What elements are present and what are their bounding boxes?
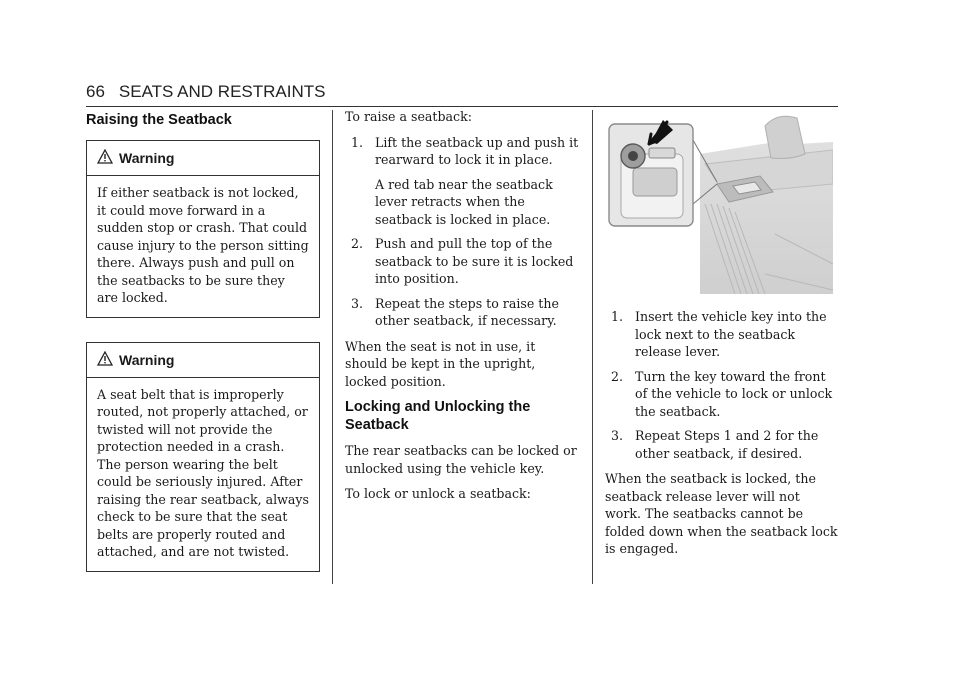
step-subtext: A red tab near the seatback lever retracts when the seatback is locked in place.: [375, 176, 553, 227]
body-text: The rear seatbacks can be locked or unlocked using the vehicle key.: [345, 443, 577, 476]
subsection-heading: Locking and Unlocking the Seatback: [345, 399, 531, 433]
list-item: [345, 235, 579, 288]
warning-box: [86, 140, 320, 318]
section-heading: Raising the Seatback: [86, 112, 232, 128]
raise-steps-list: [345, 134, 579, 330]
step-text: Repeat the steps to raise the other seatback, if necessary.: [375, 295, 559, 328]
list-item: [605, 368, 839, 421]
warning-header: [87, 349, 319, 378]
warning-label: Warning: [119, 351, 175, 368]
column-divider: [592, 110, 593, 584]
page-header: [86, 82, 838, 107]
warning-box: [86, 342, 320, 572]
warning-icon: [97, 351, 113, 369]
step-number: 3.: [351, 295, 364, 311]
step-text: Turn the key toward the front of the vehicle to lock or unlock the seatback.: [635, 368, 833, 419]
warning-icon: [97, 149, 113, 167]
step-number: 2.: [351, 236, 364, 251]
step-text: Insert the vehicle key into the lock next to the seatback release lever.: [635, 309, 827, 359]
seatback-lock-illustration: [605, 114, 833, 294]
step-number: 1.: [611, 309, 624, 324]
warning-text: A seat belt that is improperly routed, not properly attached, or twisted will not provide the protection needed in a crash. The person wearing the belt could be seriously injured. After raising the rear seatback, always check to be sure that the seat belts are properly routed and attached, and are not twisted.: [97, 386, 310, 559]
page-number: 66: [86, 82, 105, 101]
step-number: 1.: [351, 134, 364, 150]
step-number: 2.: [611, 368, 624, 384]
list-item: [345, 134, 579, 229]
warning-text: If either seatback is not locked, it could move forward in a sudden stop or crash. That could cause injury to the person sitting there. Always push and pull on the seatbacks to be sure they are locked.: [97, 185, 309, 305]
list-item: [605, 427, 839, 462]
column-divider: [332, 110, 333, 584]
column-2: [345, 108, 579, 511]
step-text: Lift the seatback up and push it rearward to lock it in place.: [375, 134, 579, 167]
body-text: To lock or unlock a seatback:: [345, 486, 531, 501]
lock-steps-list: [605, 308, 839, 462]
list-item: [345, 295, 579, 330]
column-3: [605, 108, 839, 566]
section-title: SEATS AND RESTRAINTS: [118, 82, 326, 101]
warning-label: Warning: [119, 150, 175, 166]
column-1: [86, 108, 320, 596]
step-text: Push and pull the top of the seatback to be sure it is locked into position.: [375, 236, 574, 286]
step-number: 3.: [611, 428, 624, 443]
intro-text: To raise a seatback:: [345, 109, 472, 124]
warning-header: [87, 147, 319, 176]
note-text: When the seat is not in use, it should be kept in the upright, locked position.: [345, 338, 536, 389]
list-item: [605, 308, 839, 361]
note-text: When the seatback is locked, the seatback release lever will not work. The seatbacks cannot be folded down when the seatback lock is engaged.: [605, 471, 838, 556]
step-text: Repeat Steps 1 and 2 for the other seatback, if desired.: [635, 428, 819, 461]
